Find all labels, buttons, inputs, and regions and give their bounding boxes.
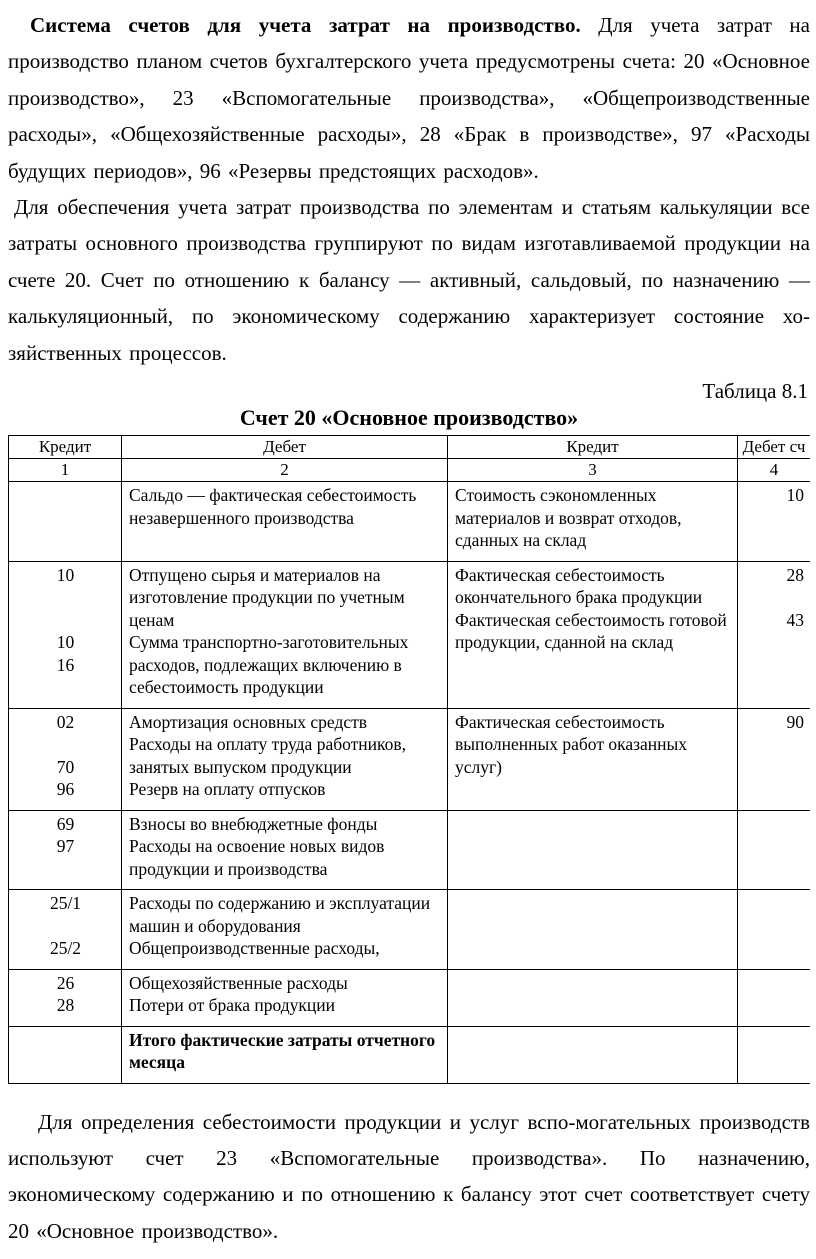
operation-text: Сумма транспортно-заготовительных расходов, подлежащих включению в себестоимость продукции <box>129 632 409 698</box>
header-credit-2: Кредит <box>448 436 738 459</box>
header-credit-1: Кредит <box>9 436 122 459</box>
account-number: 70 <box>56 756 75 777</box>
header-debit-1: Дебет <box>122 436 448 459</box>
credit-operations-cell <box>448 810 738 890</box>
operation-text: Взносы во внебюджетные фонды <box>129 813 378 834</box>
column-number-2: 2 <box>122 459 448 482</box>
operation-text: Расходы по содержанию и эксплуатации машин и оборудования <box>129 893 431 936</box>
table-header-row <box>9 436 811 459</box>
table-title: Счет 20 «Основное производство» <box>239 405 579 431</box>
account-number: 10 <box>786 485 804 506</box>
operation-text: Фактическая себестоимость готовой продукции, сданной на склад <box>455 609 727 653</box>
column-number-row <box>9 459 811 482</box>
credit-accounts-cell <box>9 810 122 890</box>
table-row-saldo <box>9 482 811 562</box>
paragraph-cost-grouping: Для обеспечения учета затрат производства по элементам и статьям калькуляции все затраты основного производства группируют по видам изготавливаемой продукции на счете 20. Счет по отношению к балансу — активный, сальдовый, по назначению — калькуляционный, по экономическому содержанию характеризует состояние хо-зяйственных процессов. <box>8 195 810 365</box>
debit-operations-cell <box>122 482 448 562</box>
debit-operations-cell <box>122 969 448 1026</box>
credit-operations-cell <box>448 482 738 562</box>
table-row-general-expenses <box>9 969 811 1026</box>
debit-operations-cell <box>122 810 448 890</box>
paragraph-auxiliary-production: Для определения себестоимости продукции и услуг вспо-могательных производств используют счет 23 «Вспомогательные производства». По назначению, экономическому содержанию и по отношению к балансу этот счет соответствует счету 20 «Основное производство». <box>8 1109 810 1243</box>
account-number: 16 <box>56 654 75 675</box>
credit-accounts-cell <box>9 561 122 708</box>
account-number: 25/2 <box>49 938 82 959</box>
operation-text: Потери от брака продукции <box>129 995 336 1016</box>
operation-text: Общехозяйственные расходы <box>129 972 348 993</box>
operation-text: Фактическая себестоимость окончательного брака продукции <box>455 564 703 608</box>
account-number: 26 <box>56 972 75 993</box>
credit-accounts-cell <box>9 969 122 1026</box>
header-debit-2: Дебет сч <box>738 436 811 459</box>
credit-operations-cell <box>448 890 738 970</box>
debit-accounts-cell <box>738 969 811 1026</box>
debit-operations-cell <box>122 708 448 810</box>
paragraph-bold-lead: Система счетов для учета затрат на производство. <box>30 13 581 37</box>
credit-operations-cell <box>448 561 738 708</box>
debit-accounts-cell <box>738 1026 811 1083</box>
credit-accounts-cell <box>9 890 122 970</box>
paragraph-accounts-system <box>8 7 810 189</box>
account-number: 96 <box>56 779 75 800</box>
account-number: 25/1 <box>49 893 82 914</box>
account-number: 28 <box>786 564 804 585</box>
operation-text: Сальдо — фактическая себестоимость незавершенного производства <box>129 485 417 528</box>
debit-accounts-cell <box>738 890 811 970</box>
debit-operations-cell <box>122 1026 448 1083</box>
table-row-maintenance <box>9 890 811 970</box>
credit-accounts-cell <box>9 708 122 810</box>
table-row-amortization <box>9 708 811 810</box>
operation-text: Резерв на оплату отпусков <box>129 779 326 800</box>
account-number: 90 <box>786 711 804 732</box>
table-row-materials <box>9 561 811 708</box>
total-row-label: Итого фактические затраты отчетного месяца <box>129 1029 436 1073</box>
debit-accounts-cell <box>738 708 811 810</box>
credit-operations-cell <box>448 969 738 1026</box>
debit-accounts-cell <box>738 482 811 562</box>
credit-accounts-cell <box>9 1026 122 1083</box>
paragraph-accounts-system-text: Для учета затрат на производство планом счетов бухгалтерского учета предусмотрены счета: 20 «Основное производство», 23 «Вспомогательные производства», «Общепроизводственные расходы», «Общехозяйственные расходы», 28 «Брак в производстве», 97 «Расходы будущих периодов», 96 «Резервы предстоящих расходов». <box>8 13 810 183</box>
account-number <box>745 586 804 609</box>
column-number-3: 3 <box>448 459 738 482</box>
column-number-1: 1 <box>9 459 122 482</box>
operation-text: Отпущено сырья и материалов на изготовление продукции по учетным ценам <box>129 564 405 630</box>
account-number <box>16 609 115 632</box>
account-20-table <box>8 435 810 1084</box>
operation-text: Общепроизводственные расходы, <box>129 938 380 959</box>
account-number: 69 <box>56 813 75 834</box>
account-number <box>16 733 115 756</box>
operation-text: Стоимость сэкономленных материалов и возврат отходов, сданных на склад <box>455 485 682 551</box>
table-row-total <box>9 1026 811 1083</box>
account-number <box>16 586 115 609</box>
account-number: 10 <box>56 564 75 585</box>
account-number: 43 <box>786 609 804 630</box>
operation-text: Расходы на оплату труда работников, занятых выпуском продукции <box>129 734 407 777</box>
account-number: 28 <box>56 995 75 1016</box>
debit-accounts-cell <box>738 561 811 708</box>
credit-operations-cell <box>448 1026 738 1083</box>
account-number: 02 <box>56 711 75 732</box>
table-caption: Таблица 8.1 <box>702 379 808 404</box>
operation-text: Фактическая себестоимость выполненных работ оказанных услуг) <box>455 711 688 777</box>
account-number: 97 <box>56 836 75 857</box>
debit-operations-cell <box>122 890 448 970</box>
credit-operations-cell <box>448 708 738 810</box>
table-row-funds <box>9 810 811 890</box>
account-number <box>16 915 115 938</box>
credit-accounts-cell <box>9 482 122 562</box>
operation-text: Амортизация основных средств <box>129 711 368 732</box>
debit-accounts-cell <box>738 810 811 890</box>
account-number: 10 <box>56 632 75 653</box>
column-number-4: 4 <box>738 459 811 482</box>
operation-text: Расходы на освоение новых видов продукции и производства <box>129 836 385 879</box>
debit-operations-cell <box>122 561 448 708</box>
